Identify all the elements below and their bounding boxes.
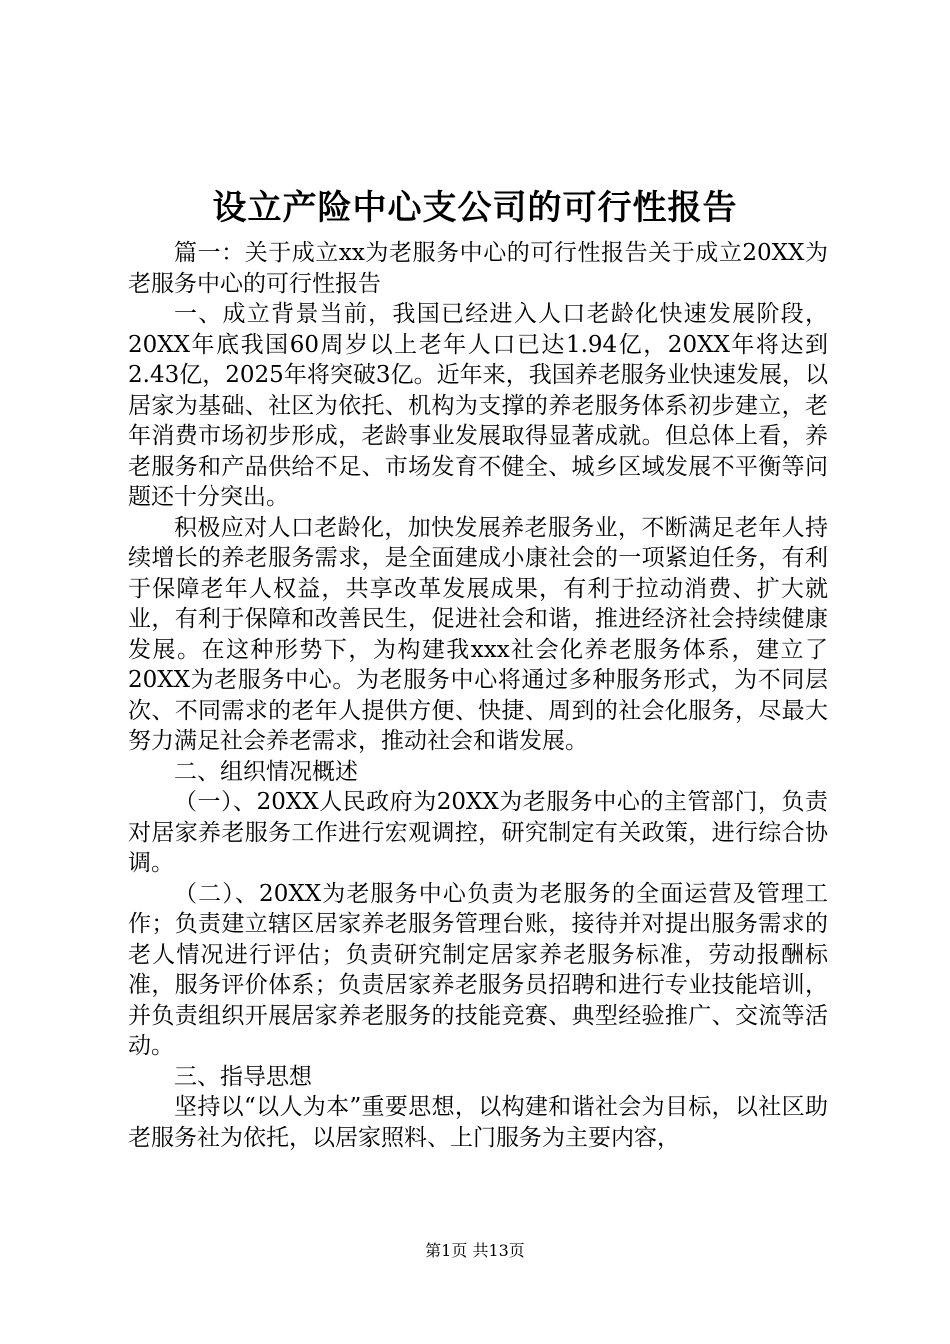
paragraph-aging-response: 积极应对人口老龄化，加快发展养老服务业，不断满足老年人持续增长的养老服务需求，是全面建成小康社会的一项紧迫任务，有利于保障老年人权益，共享改革发展成果，有利于拉动消费、扩大就业，有利于保障和改善民生，促进社会和谐，推进经济社会持续健康发展。在这种形势下，为构建我xxx社会化养老服务体系，建立了20XX为老服务中心。为老服务中心将通过多种服务形式，为不同层次、不同需求的老年人提供方便、快捷、周到的社会化服务，尽最大努力满足社会养老需求，推动社会和谐发展。: [128, 514, 828, 754]
page-footer: 第1页 共13页: [425, 1241, 525, 1260]
paragraph-intro: 篇一：关于成立xx为老服务中心的可行性报告关于成立20XX为老服务中心的可行性报告: [128, 240, 828, 297]
paragraph-guiding-thought: 坚持以“以人为本”重要思想，以构建和谐社会为目标，以社区助老服务社为依托，以居家照料、上门服务为主要内容，: [128, 1094, 828, 1151]
paragraph-organization-1: （一）、20XX人民政府为20XX为老服务中心的主管部门，负责对居家养老服务工作进行宏观调控，研究制定有关政策，进行综合协调。: [128, 789, 828, 876]
document-body: [128, 238, 828, 1153]
document-title: 设立产险中心支公司的可行性报告: [212, 188, 738, 228]
paragraph-organization-2: （二）、20XX为老服务中心负责为老服务的全面运营及管理工作；负责建立辖区居家养老服务管理台账，接待并对提出服务需求的老人情况进行评估；负责研究制定居家养老服务标准，劳动报酬标准，服务评价体系；负责居家养老服务员招聘和进行专业技能培训，并负责组织开展居家养老服务的技能竞赛、典型经验推广、交流等活动。: [128, 880, 828, 1059]
section-heading-organization: 二、组织情况概述: [174, 758, 358, 785]
paragraph-background: 一、成立背景当前，我国已经进入人口老龄化快速发展阶段，20XX年底我国60周岁以上老年人口已达1.94亿，20XX年将达到2.43亿，2025年将突破3亿。近年来，我国养老服务业快速发展，以居家为基础、社区为依托、机构为支撑的养老服务体系初步建立，老年消费市场初步形成，老龄事业发展取得显著成就。但总体上看，养老服务和产品供给不足、市场发育不健全、城乡区域发展不平衡等问题还十分突出。: [128, 301, 828, 510]
section-heading-guiding-thought: 三、指导思想: [174, 1063, 312, 1090]
